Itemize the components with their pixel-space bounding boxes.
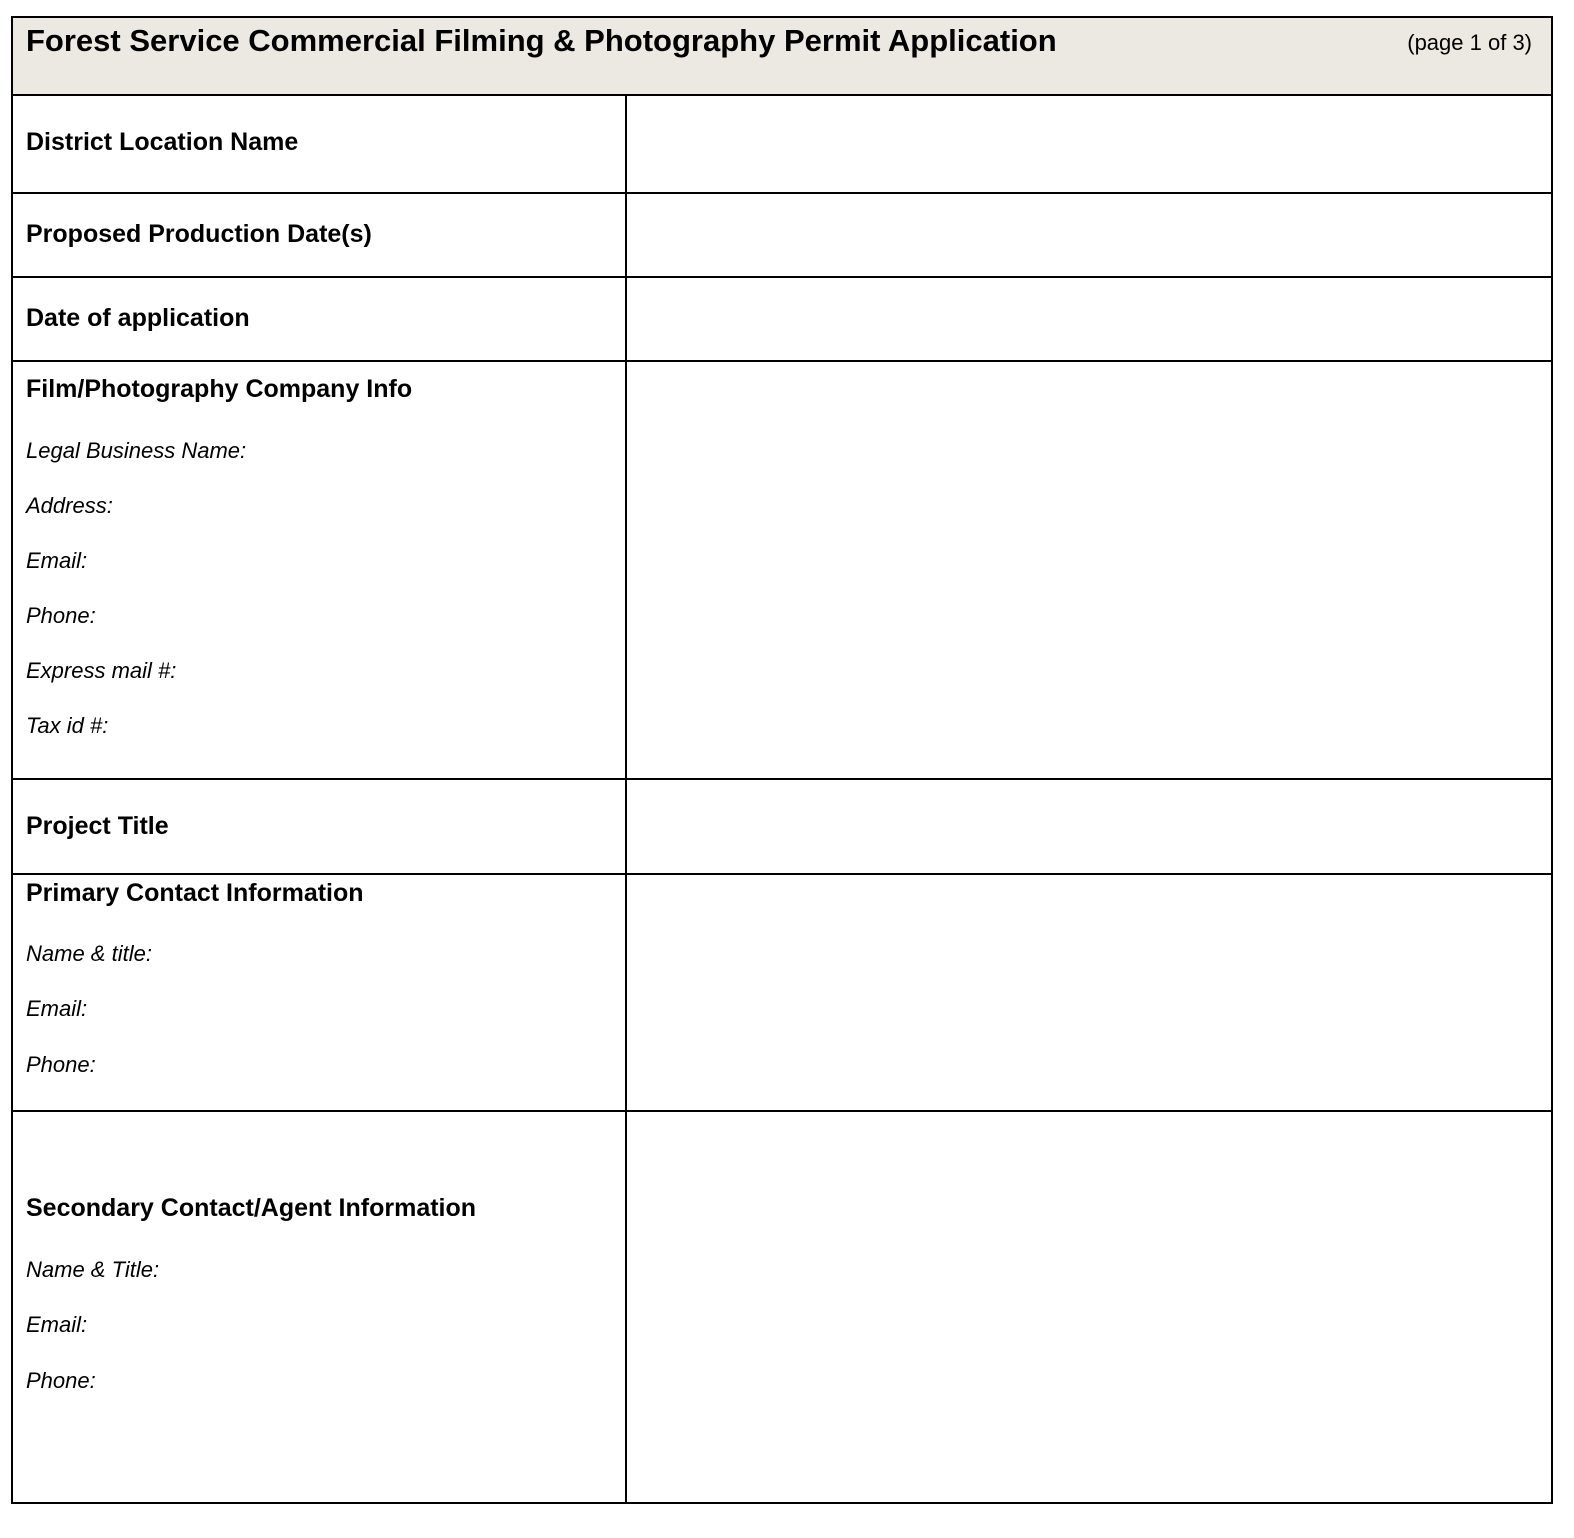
company-info-label: Film/Photography Company Info — [26, 375, 413, 403]
tax-id-label: Tax id #: — [26, 713, 109, 738]
email-label: Email: — [26, 548, 88, 573]
row-primary-contact — [13, 875, 1551, 1112]
form-header — [13, 18, 1551, 96]
primary-phone-label: Phone: — [26, 1052, 96, 1077]
district-location-input[interactable] — [627, 96, 1551, 192]
secondary-email-label: Email: — [26, 1312, 88, 1337]
row-production-dates — [13, 194, 1551, 278]
label-cell — [13, 362, 627, 778]
secondary-contact-label: Secondary Contact/Agent Information — [26, 1194, 477, 1222]
company-info-input[interactable] — [627, 362, 1551, 778]
label-cell — [13, 278, 627, 360]
primary-email-label: Email: — [26, 996, 88, 1021]
express-mail-label: Express mail #: — [26, 658, 177, 683]
row-project-title — [13, 780, 1551, 875]
application-date-label: Date of application — [26, 304, 250, 332]
primary-contact-label: Primary Contact Information — [26, 879, 364, 907]
label-cell — [13, 96, 627, 192]
row-district-location — [13, 96, 1551, 194]
application-date-input[interactable] — [627, 278, 1551, 360]
address-label: Address: — [26, 493, 113, 518]
legal-business-name-label: Legal Business Name: — [26, 438, 247, 463]
row-application-date — [13, 278, 1551, 362]
secondary-contact-input[interactable] — [627, 1112, 1551, 1502]
label-cell — [13, 194, 627, 276]
label-cell — [13, 780, 627, 873]
row-secondary-contact — [13, 1112, 1551, 1502]
label-cell — [13, 875, 627, 1110]
district-location-label: District Location Name — [26, 128, 299, 156]
primary-contact-input[interactable] — [627, 875, 1551, 1110]
form-title: Forest Service Commercial Filming & Photography Permit Application — [26, 23, 1057, 58]
label-cell — [13, 1112, 627, 1502]
secondary-phone-label: Phone: — [26, 1368, 96, 1393]
secondary-name-title-label: Name & Title: — [26, 1257, 160, 1282]
production-dates-label: Proposed Production Date(s) — [26, 220, 372, 248]
page-indicator: (page 1 of 3) — [1407, 30, 1532, 55]
row-company-info — [13, 362, 1551, 780]
project-title-label: Project Title — [26, 812, 169, 840]
phone-label: Phone: — [26, 603, 96, 628]
project-title-input[interactable] — [627, 780, 1551, 873]
production-dates-input[interactable] — [627, 194, 1551, 276]
primary-name-title-label: Name & title: — [26, 941, 152, 966]
permit-application-form — [11, 16, 1553, 1504]
